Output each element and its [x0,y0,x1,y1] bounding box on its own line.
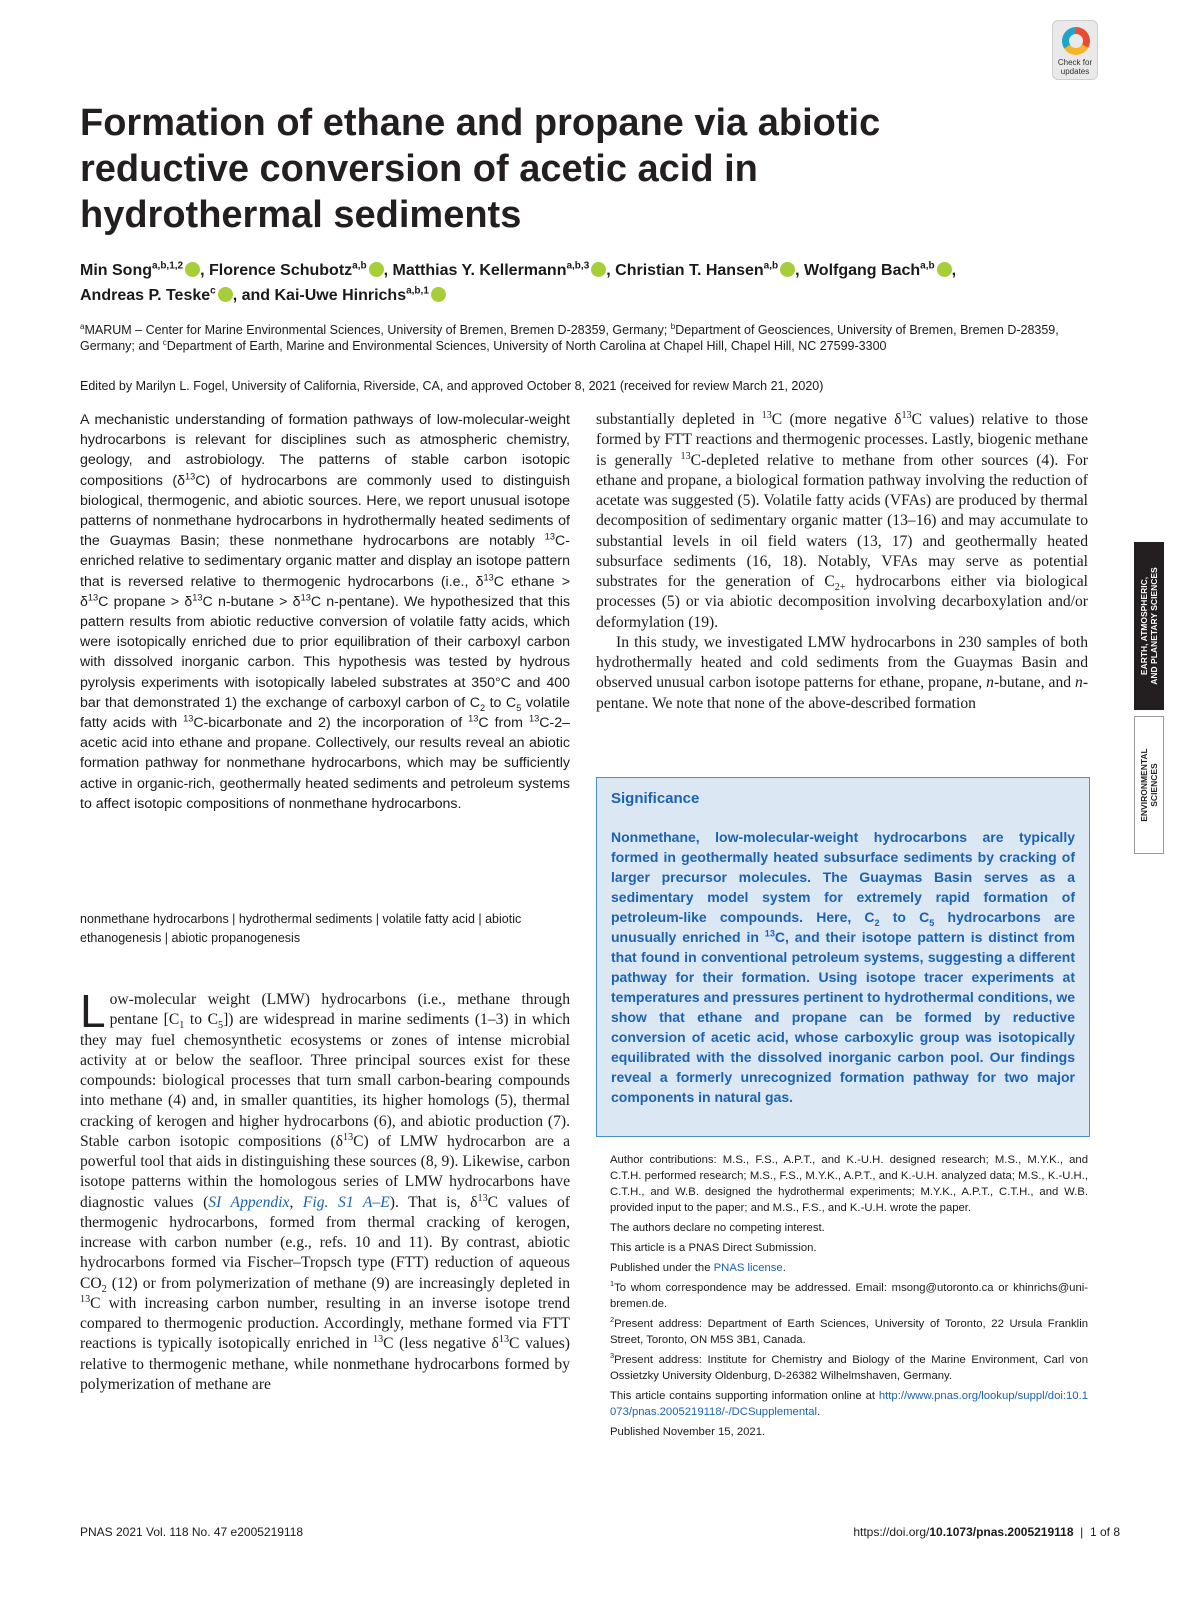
edited-by: Edited by Marilyn L. Fogel, University of California, Riverside, CA, and approved October 8, 2021 (received for review March 21, 2020) [80,379,824,393]
section-tab-environmental-sciences[interactable]: ENVIRONMENTAL SCIENCES [1134,716,1164,854]
footer-doi: https://doi.org/10.1073/pnas.2005219118 | 1 of 8 [853,1525,1120,1539]
footnote-1: $^1$To whom correspondence may be addressed. Email: msong@utoronto.ca or khinrichs@uni-bremen.de. [610,1279,1088,1310]
footer-citation: PNAS 2021 Vol. 118 No. 47 e2005219118 [80,1525,304,1539]
author-2: Florence Schubotz$^{a,b}$ , [209,260,393,279]
significance-text: Nonmethane, low-molecular-weight hydrocarbons are typically formed in geothermally heated subsurface sediments by cracking of larger precursor molecules. The Guaymas Basin serves as a sedimentary model system for extremely rapid formation of petroleum-like compounds. Here, $C_2$ to $C_5$ hydrocarbons are unusually enriched in $^{13}$C, and their isotope pattern is distinct from that found in conventional petroleum systems, suggesting a different pathway for their formation. Using isotope tracer experiments at temperatures and pressures pertinent to hydrothermal conditions, we show that ethane and propane can be formed by reductive conversion of acetic acid, whose carboxylic group was isotopically equilibrated with the dissolved inorganic carbon pool. Our findings reveal a formerly unrecognized formation pathway for two major components in natural gas. [611,829,1076,1105]
right-column-text: substantially depleted in $^{13}$C (more negative $\delta^{13}C$ values) relative to those formed by FTT reactions and thermogenic processes. Lastly, biogenic methane is generally $^{13}$C-depleted relative to methane from other sources (4). For ethane and propane, a biological formation pathway involving the reduction of acetate was suggested (5). Volatile fatty acids (VFAs) are produced by thermal decomposition of sedimentary organic matter (13–16) and may accumulate to substantial levels in oil field waters (13, 17) and geothermally heated subsurface sediments (16, 18). Notably, VFAs may serve as potential substrates for the generation of $C_{2+}$ hydrocarbons either via biological processes (5) or via abiotic decomposition involving decarboxylation and/or deformylation (19). In this study, we investigated LMW hydrocarbons in 230 samples of both hydrothermally heated and cold sediments from the Guaymas Basin and observed unusual carbon isotope patterns for ethane, propane, n-butane, and n-pentane. We note that none of the above-described formation [596,409,1089,712]
check-for-updates-badge[interactable]: Check for updates [1052,20,1098,80]
supplemental-link[interactable]: http://www.pnas.org/lookup/suppl/doi:10.1073/pnas.2005219118/-/DCSupplemental [610,1390,1088,1418]
orcid-icon[interactable] [369,262,384,277]
orcid-icon[interactable] [431,287,446,302]
si-appendix-link[interactable]: SI Appendix [208,1193,290,1211]
pnas-license-link[interactable]: PNAS license [713,1262,783,1274]
footnote-2: $^2$Present address: Department of Earth Sciences, University of Toronto, 22 Ursula Franklin Street, Toronto, ON M5S 3B1, Canada. [610,1315,1088,1346]
author-6: Andreas P. Teske$^c$ , and [80,285,275,304]
orcid-icon[interactable] [218,287,233,302]
introduction: Low-molecular weight (LMW) hydrocarbons (i.e., methane through pentane [$C_1$ to $C_5$]) are widespread in marine sediments (1–3) in which they may fuel chemosynthetic ecosystems or zones of intense microbial activity at or below the seafloor. Three principal sources exist for these compounds: biological processes that turn small carbon-bearing compounds into methane (4) and, in smaller quantities, its higher homologs (5), thermal cracking of kerogen and higher hydrocarbons (6), and abiotic production (7). Stable carbon isotopic compositions $(\delta^{13}C)$ of LMW hydrocarbon are a powerful tool that aids in distinguishing these sources (8, 9). Likewise, carbon isotope patterns within the homologous series of LMW hydrocarbons have diagnostic values (SI Appendix, Fig. S1 A–E). That is, $\delta^{13}C$ values of thermogenic hydrocarbons, formed from thermal cracking of kerogen, increase with carbon number (e.g., refs. 10 and 11). By contrast, abiotic hydrocarbons formed via Fischer–Tropsch type (FTT) reduction of aqueous $CO_2$ (12) or from polymerization of methane (9) are increasingly depleted in $^{13}$C with increasing carbon number, resulting in an inverse isotope trend compared to thermogenic production. Accordingly, methane formed via FTT reactions is typically isotopically enriched in $^{13}$C (less negative $\delta^{13}C$ values) relative to thermogenic methane, while nonmethane hydrocarbons formed by polymerization of methane are [80,985,571,1393]
abstract: A mechanistic understanding of formation pathways of low-molecular-weight hydrocarbons is relevant for disciplines such as atmospheric chemistry, geology, and astrobiology. The patterns of stable carbon isotopic compositions $(\delta^{13}C)$ of hydrocarbons are commonly used to distinguish biological, thermogenic, and abiotic sources. Here, we report unusual isotope patterns of nonmethane hydrocarbons in hydrothermally heated sediments of the Guaymas Basin; these nonmethane hydrocarbons are notably $^{13}$C-enriched relative to sedimentary organic matter and display an isotope pattern that is reversed relative to thermogenic hydrocarbons (i.e., $\delta^{13}C$ ethane > $\delta^{13}C$ propane > $\delta^{13}C$ $n-butane > \delta^{13}C$ n-pentane). We hypothesized that this pattern results from abiotic reductive conversion of volatile fatty acids, which were isotopically enriched due to prior equilibration of their carboxyl carbon with dissolved inorganic carbon. This hypothesis was tested by hydrous pyrolysis experiments with isotopically labeled substrates at 350°C and 400 bar that demonstrated 1) the exchange of carboxyl carbon of $C_2$ to $C_5$ volatile fatty acids with $^{13}$C-bicarbonate and 2) the incorporation of $^{13}$C from $^{13}$C-2–acetic acid into ethane and propane. Collectively, our results reveal an abiotic formation pathway for nonmethane hydrocarbons, which may be sufficiently active in organic-rich, geothermally heated sediments and petroleum systems to affect isotopic compositions of nonmethane hydrocarbons. [80,412,570,812]
license-note: Published under the PNAS license. [610,1262,786,1274]
section-tab-earth-sciences[interactable]: EARTH, ATMOSPHERIC, AND PLANETARY SCIENCES [1134,542,1164,710]
author-list [80,258,1120,308]
submission-type: This article is a PNAS Direct Submission. [610,1242,817,1254]
significance-heading: Significance [611,790,700,807]
published-date: Published November 15, 2021. [610,1426,766,1438]
significance-box [596,777,1090,1137]
orcid-icon[interactable] [937,262,952,277]
doi-link[interactable]: https://doi.org/10.1073/pnas.2005219118 [853,1525,1074,1539]
orcid-icon[interactable] [591,262,606,277]
affiliations: $^a$MARUM – Center for Marine Environmental Sciences, University of Bremen, Bremen D-28359, Germany; $^b$Department of Geosciences, University of Bremen, Bremen D-28359, Germany; and $^c$Department of Earth, Marine and Environmental Sciences, University of North Carolina at Chapel Hill, Chapel Hill, NC 27599-3300 [80,321,1059,353]
article-notes [610,1152,1088,1444]
orcid-icon[interactable] [185,262,200,277]
author-3: Matthias Y. Kellermann$^{a,b,3}$ , [392,260,616,279]
author-4: Christian T. Hansen$^{a,b}$ , [615,260,804,279]
author-contributions: Author contributions: M.S., F.S., A.P.T., and K.-U.H. designed research; M.S., M.Y.K., and C.T.H. performed research; M.S., F.S., M.Y.K., A.P.T., and K.-U.H. analyzed data; M.S., K.-U.H., C.T.H., and W.B. designed the hydrothermal experiments; M.Y.K., A.P.T., C.T.H., and W.B. provided input to the paper; and M.S., F.S., and K.-U.H. wrote the paper. [610,1154,1088,1214]
article-title: Formation of ethane and propane via abiotic reductive conversion of acetic acid in hydrothermal sediments [80,102,881,236]
footnote-3: $^3$Present address: Institute for Chemistry and Biology of the Marine Environment, Carl von Ossietzky University Oldenburg, D-26382 Wilhelmshaven, Germany. [610,1351,1088,1382]
orcid-icon[interactable] [780,262,795,277]
author-7: Kai-Uwe Hinrichs$^{a,b,1}$ [275,287,446,304]
competing-interest: The authors declare no competing interest. [610,1222,825,1234]
figure-s1-link[interactable]: Fig. S1 A–E [302,1193,390,1211]
author-5: Wolfgang Bach$^{a,b}$ , [803,260,957,279]
keywords: nonmethane hydrocarbons | hydrothermal sediments | volatile fatty acid | abiotic ethanogenesis | abiotic propanogenesis [80,912,522,945]
supporting-info: This article contains supporting information online at http://www.pnas.org/lookup/suppl/doi:10.1073/pnas.2005219118/-/DCSupplemental. [610,1390,1088,1418]
drop-cap: L [80,985,106,1037]
author-1: Min Song$^{a,b,1,2}$ , [80,260,210,279]
check-updates-icon [1062,27,1090,55]
